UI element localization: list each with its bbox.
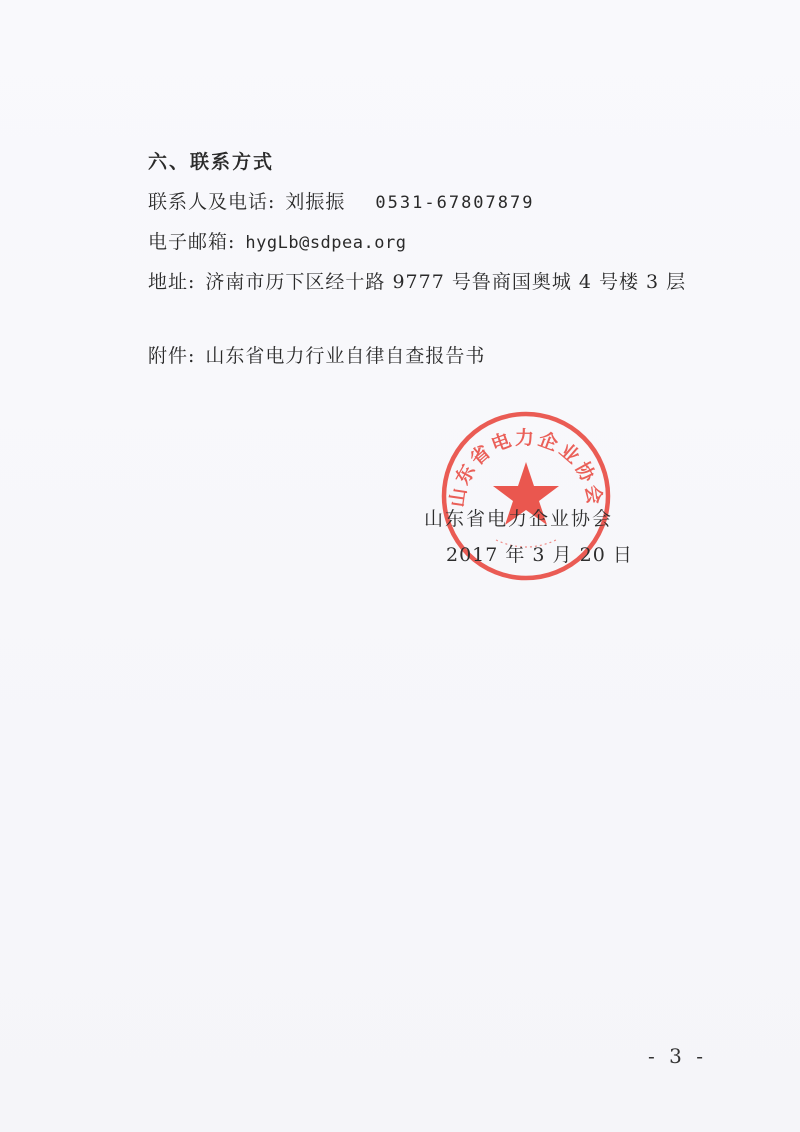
address-value: 济南市历下区经十路 9777 号鲁商国奥城 4 号楼 3 层 bbox=[205, 271, 687, 293]
section-heading: 六、联系方式 bbox=[148, 151, 275, 173]
address-line bbox=[148, 270, 686, 294]
attachment-line bbox=[148, 344, 485, 368]
email-line bbox=[148, 230, 406, 255]
page-number: - 3 - bbox=[648, 1044, 707, 1068]
contact-line bbox=[148, 190, 534, 215]
email-value: hygLb@sdpea.org bbox=[245, 233, 407, 253]
email-label: 电子邮箱: bbox=[148, 231, 236, 253]
attachment-label: 附件: bbox=[148, 345, 196, 367]
contact-phone: 0531-67807879 bbox=[375, 193, 535, 213]
attachment-value: 山东省电力行业自律自查报告书 bbox=[205, 345, 486, 367]
signature-date: 2017 年 3 月 20 日 bbox=[446, 544, 633, 566]
contact-name: 刘振振 bbox=[285, 191, 346, 213]
address-label: 地址: bbox=[148, 271, 196, 293]
seal-text-path: 山东省电力企业协会 bbox=[446, 427, 606, 509]
signature-organization: 山东省电力企业协会 bbox=[424, 508, 614, 530]
contact-label: 联系人及电话: bbox=[148, 191, 276, 213]
